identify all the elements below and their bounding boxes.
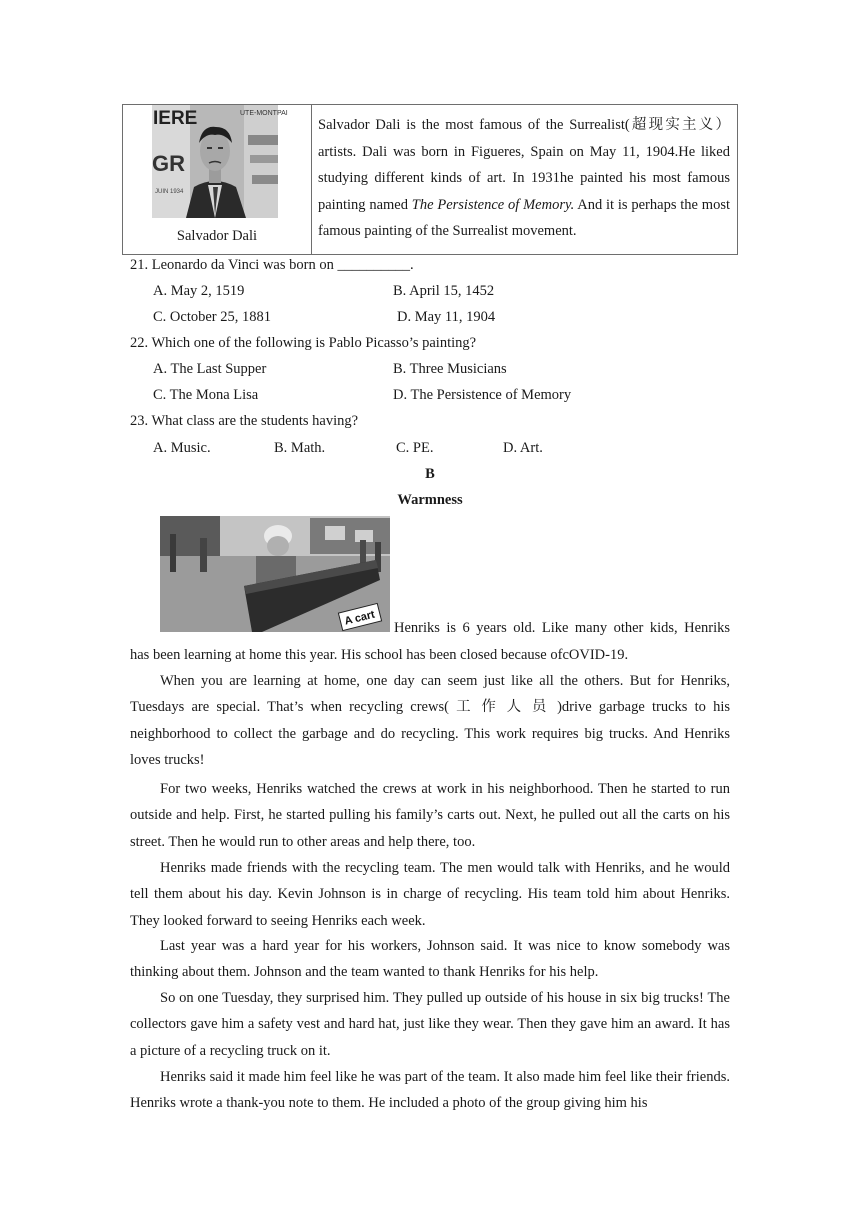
question-21-option-c: C. October 25, 1881: [153, 309, 271, 325]
question-21-option-b: B. April 15, 1452: [393, 283, 495, 299]
question-22-stem: 22. Which one of the following is Pablo Picasso’s painting?: [130, 335, 477, 351]
question-23-stem: 23. What class are the students having?: [130, 413, 359, 429]
passage-intro-rest: has been learning at home this year. His school has been closed because ofcOVID-19.: [130, 647, 629, 663]
section-title: Warmness: [397, 492, 463, 508]
question-23-option-d: D. Art.: [503, 440, 543, 456]
question-22-option-a: A. The Last Supper: [153, 361, 267, 377]
question-21-option-d: D. May 11, 1904: [397, 309, 496, 325]
poster-text-4: JUIN 1934: [155, 189, 184, 195]
boy-with-cart-photo: [160, 516, 390, 632]
cart-label: A cart: [343, 608, 377, 628]
profile-table: [122, 104, 738, 255]
question-23-option-a: A. Music.: [153, 440, 211, 456]
question-22-option-c: C. The Mona Lisa: [153, 387, 259, 403]
section-label: B: [425, 466, 435, 482]
question-23-option-b: B. Math.: [274, 440, 326, 456]
passage-intro-first-line: Henriks is 6 years old. Like many other kids, Henriks: [394, 620, 730, 636]
profile-text-tail: And it is perhaps the most famous painting of the Surrealist movement.: [318, 196, 730, 239]
poster-text-1: IERE: [153, 108, 198, 129]
salvador-dali-photo: [152, 105, 288, 218]
passage-paragraph-1: When you are learning at home, one day can seem just like all the others. But for Henriks, Tuesdays are special. That’s when recycling crews( 工 作 人 员 )drive garbage trucks to his neighborhood to collect the garbage and do recycling. This work requires big trucks. And Henriks loves trucks!: [130, 673, 730, 768]
question-21-option-a: A. May 2, 1519: [153, 283, 245, 299]
question-21-stem: 21. Leonardo da Vinci was born on __________.: [130, 257, 414, 273]
passage-paragraph-2: For two weeks, Henriks watched the crews at work in his neighborhood. Then he started to run outside and help. First, he started pulling his family’s carts out. Next, he pulled out all the carts on his street. Then he would run to other areas and help there, too.: [130, 781, 730, 850]
question-22-option-d: D. The Persistence of Memory: [393, 387, 572, 403]
photo-caption: Salvador Dali: [176, 228, 258, 244]
poster-text-2: UTE-MONTPAI: [240, 110, 288, 117]
question-22-option-b: B. Three Musicians: [393, 361, 507, 377]
poster-text-3: GR: [152, 151, 185, 176]
question-23-option-c: C. PE.: [396, 440, 434, 456]
passage-paragraph-5: So on one Tuesday, they surprised him. They pulled up outside of his house in six big trucks! The collectors gave him a safety vest and hard hat, just like they wear. Then they gave him an award. It has a picture of a recycling truck on it.: [130, 990, 730, 1059]
passage-paragraph-3: Henriks made friends with the recycling team. The men would talk with Henriks, and he would tell them about his day. Kevin Johnson is in charge of recycling. His team told him about Henriks. They looked forward to seeing Henriks each week.: [130, 860, 730, 929]
profile-photo-cell: [123, 105, 312, 254]
profile-text-plain: Salvador Dali is the most famous of the Surrealist(超现实主义）artists. Dali was born in Figueres, Spain on May 11, 1904.He liked studying different kinds of art. In 1931he painted his most famous painting named: [318, 117, 730, 213]
painting-title: The Persistence of Memory.: [411, 196, 575, 213]
passage-paragraph-6: Henriks said it made him feel like he was part of the team. It also made him feel like their friends. Henriks wrote a thank-you note to them. He included a photo of the group giving him his: [130, 1069, 730, 1112]
profile-text: [312, 105, 737, 254]
passage-paragraph-4: Last year was a hard year for his workers, Johnson said. It was nice to know somebody was thinking about them. Johnson and the team wanted to thank Henriks for his help.: [130, 938, 730, 981]
